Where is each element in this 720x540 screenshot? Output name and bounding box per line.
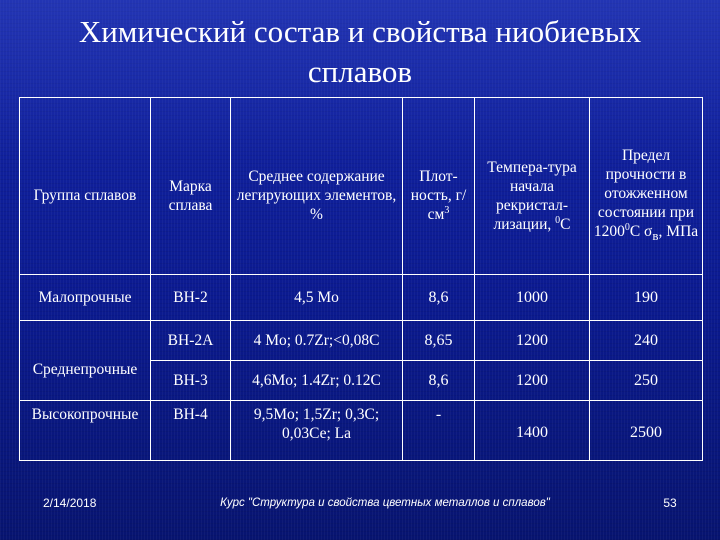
cell-composition: 4,6Mo; 1.4Zr; 0.12С [231,361,403,401]
cell-temperature: 1400 [475,401,590,461]
slide-title: Химический состав и свойства ниобиевых сплавов [78,14,642,89]
table-row [20,401,703,461]
cell-density: 8,6 [403,361,475,401]
header-group: Группа сплавов [20,98,151,275]
header-density-label: Плот-ность, г/см [410,168,467,223]
cell-grade: ВН-3 [151,361,231,401]
cell-temperature: 1200 [475,321,590,361]
header-density-sup: 3 [444,204,450,216]
cell-strength: 190 [590,275,703,321]
header-strength-sup: 0 [624,221,630,233]
cell-density: 8,65 [403,321,475,361]
header-strength [590,98,703,275]
cell-temperature: 1200 [475,361,590,401]
footer-page-number: 53 [663,496,677,510]
cell-grade: ВН-4 [151,401,231,461]
cell-density: 8,6 [403,275,475,321]
footer-course-title: Курс "Структура и свойства цветных металлов и сплавов" [220,497,550,509]
cell-group-merged [20,321,151,401]
header-temperature-sup: 0 [555,214,561,226]
cell-temperature: 1000 [475,275,590,321]
table-row [20,275,703,321]
cell-composition: 9,5Mo; 1,5Zr; 0,3С; 0,03Се; La [231,401,403,461]
header-strength-mid: С σ [629,222,653,240]
cell-density: - [403,401,475,461]
cell-strength: 2500 [590,401,703,461]
header-density [403,98,475,275]
cell-composition: 4 Mo; 0.7Zr;<0,08С [231,321,403,361]
table-row [20,321,703,361]
header-strength-end: , МПа [658,222,699,240]
header-temperature [475,98,590,275]
cell-group: Среднепрочные [32,361,138,378]
header-composition: Среднее содержание легирующих элементов, % [231,98,403,275]
cell-group: Высокопрочные [20,401,151,461]
alloy-properties-table [19,97,703,461]
cell-strength: 240 [590,321,703,361]
header-strength-label: Предел прочности в отожженном состоянии при 1200 [593,146,695,240]
header-strength-sub: в [652,228,659,244]
footer-date: 2/14/2018 [43,496,97,510]
cell-grade: ВН-2 [151,275,231,321]
cell-strength: 250 [590,361,703,401]
table-header-row [20,98,703,275]
header-grade: Марка сплава [151,98,231,275]
header-temperature-label: Темпера-тура начала рекристал-лизации, [487,158,577,233]
header-temperature-unit: С [560,215,571,233]
cell-group: Малопрочные [20,275,151,321]
cell-composition: 4,5 Mo [231,275,403,321]
cell-grade: ВН-2А [151,321,231,361]
